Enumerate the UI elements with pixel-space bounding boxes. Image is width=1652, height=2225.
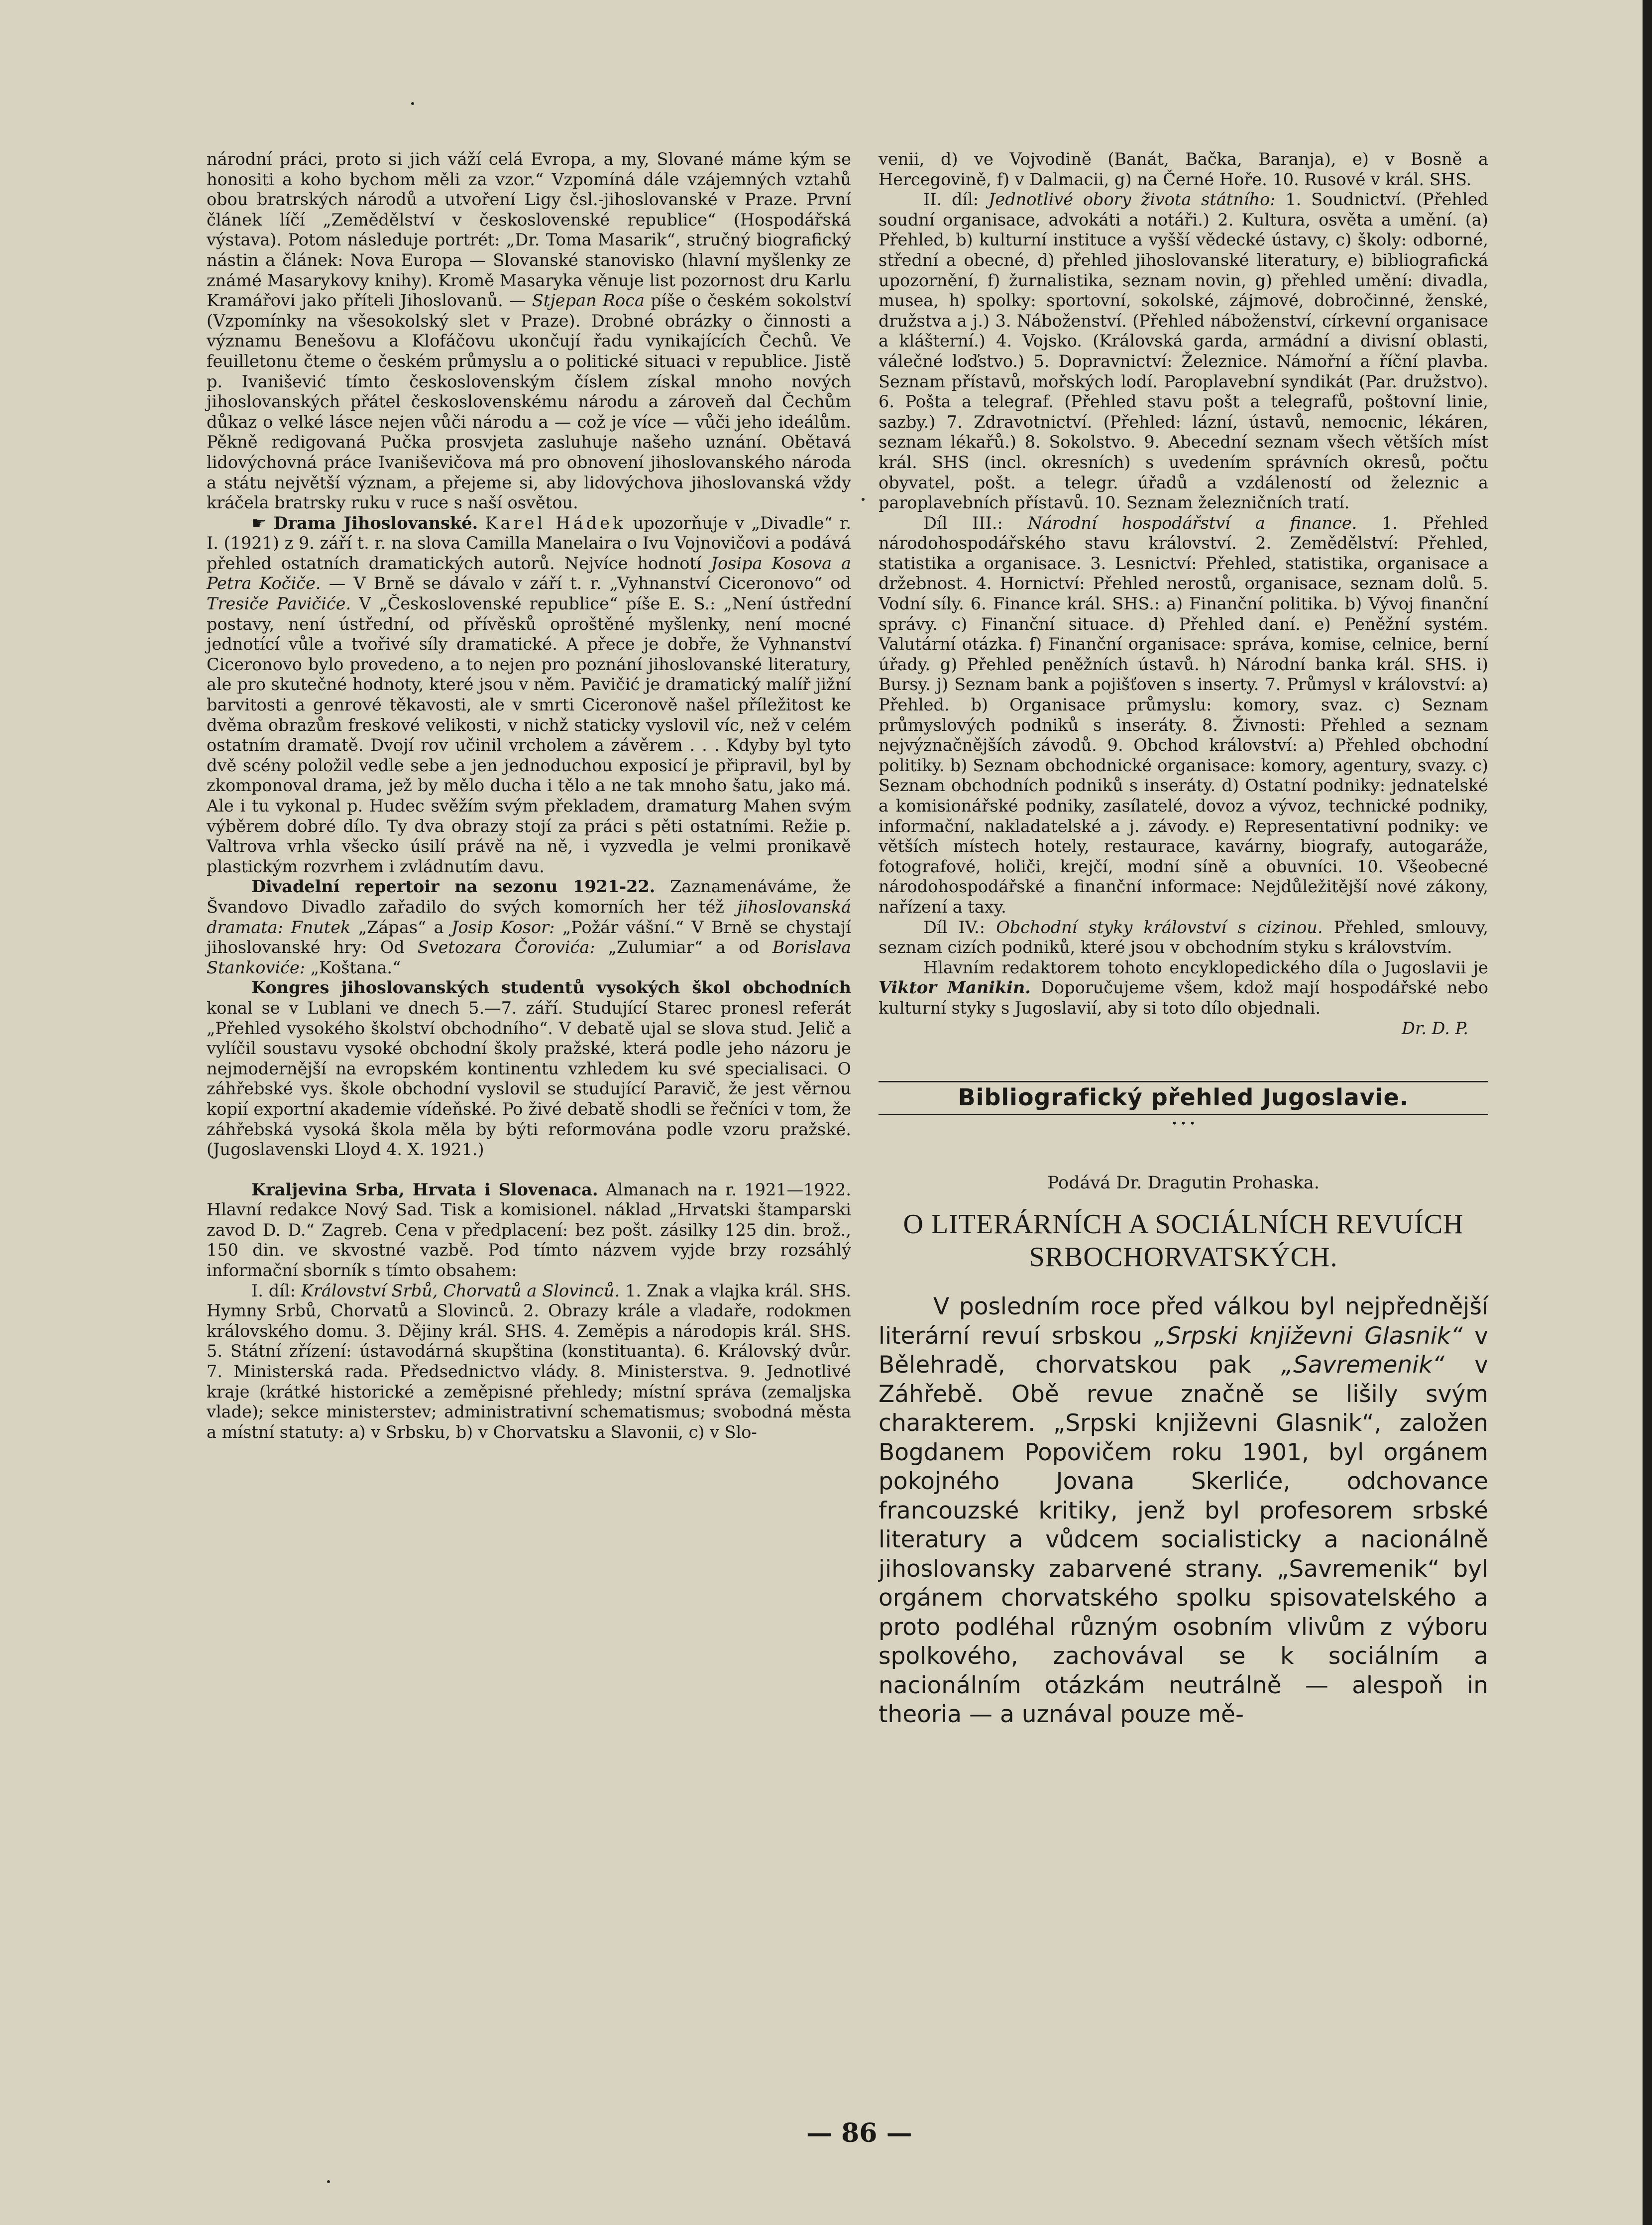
- article-body: [879, 1292, 1488, 1730]
- section-ornament: • • •: [1171, 1117, 1196, 1129]
- page-number: — 86 —: [806, 2118, 912, 2148]
- kongres-heading: Kongres jihoslovanských studentů vysokých škol obchodních: [251, 978, 851, 998]
- article-title: O LITERÁRNÍCH A SOCIÁLNÍCH REVUÍCH SRBOCHORVATSKÝCH.: [903, 1209, 1464, 1273]
- part3-paragraph: Díl III.: Národní hospodářství a finance. 1. Přehled národohospodářského stavu království. 2. Zemědělství: Přehled, statistika a organisace. 3. Lesnictví: Přehled, statistika, organisace a držebnost. 4. Hornictví: Přehled nerostů, organisace, seznam dolů. 5. Vodní síly. 6. Finance král. SHS.: a) Finanční politika. b) Vývoj finanční správy. c) Finanční situace. d) Přehled daní. e) Peněžní systém. Valutární otázka. f) Finanční organisace: správa, komise, celnice, berní úřady. g) Přehled peněžních ústavů. h) Národní banka král. SHS. i) Bursy. j) Seznam bank a pojišťoven s inserty. 7. Průmysl v království: a) Přehled. b) Organisace průmyslu: komory, svaz. c) Seznam průmyslových podniků s inseráty. 8. Živnosti: Přehled a seznam nejvýznačnějších závodů. 9. Obchod království: a) Přehled obchodní politiky. b) Seznam obchodnické organisace: komory, agentury, svazy. c) Seznam obchodních podniků s inseráty. d) Ostatní podniky: jednatelské a komisionářské podniky, zasílatelé, dovoz a vývoz, technické podniky, informační, nakladatelské a j. závody. e) Representativní podniky: ve větších místech hotely, restaurace, kavárny, biografy, autogaráže, fotografové, holiči, krejčí, modní síně a obuvníci. 10. Všeobecné národohospodářské a finanční informace: Nejdůležitější nové zákony, nařízení a taxy.: [879, 513, 1488, 917]
- intro-paragraph: národní práci, proto si jich váží celá Evropa, a my, Slované máme kým se honositi a koho bychom měli za vzor.“ Vzpomíná dále vzájemných vztahů obou bratrských národů a utvoření Ligy čsl.-jihoslovanské v Praze. První článek líčí „Zemědělství v československé republice“ (Hospodářská výstava). Potom následuje portrét: „Dr. Toma Masarik“, stručný biografický nástin a článek: Nova Europa — Slovanské stanovisko (hlavní myšlenky ze známé Masarykovy knihy). Kromě Masaryka věnuje list pozornost dru Karlu Kramářovi jako příteli Jihoslovanů. — Stjepan Roca píše o českém sokolství (Vzpomínky na všesokolský slet v Praze). Drobné obrázky o činnosti a významu Benešovu a Klofáčovu ukončují řadu vynikajících Čechů. Ve feuilletonu čteme o českém průmyslu a o politické situaci v republice. Jistě p. Ivanišević tímto československým číslem získal mnoho nových jihoslovanských přátel československému národu a zároveň dal Čechům důkaz o velké lásce nejen vůči národu a — což je více — vůči jeho ideálům. Pěkně redigovaná Pučka prosvjeta zasluhuje našeho uznání. Obětavá lidovýchovná práce Ivaniševičova má pro obnovení jihoslovanského národa a státu největší význam, a přejeme si, aby lidovýchova jihoslovanská vždy kráčela bratrsky ruku v ruce s naší osvětou.: [207, 149, 851, 513]
- article-byline: Podává Dr. Dragutin Prohaska.: [1047, 1172, 1320, 1193]
- continued-paragraph: venii, d) ve Vojvodině (Banát, Bačka, Baranja), e) v Bosně a Hercegovině, f) v Dalmacii, g) na Černé Hoře. 10. Rusové v král. SHS.: [879, 149, 1488, 189]
- speck-mark: [327, 2180, 330, 2183]
- binding-edge: [1643, 0, 1652, 2225]
- editor-name: Viktor Manikin.: [879, 978, 1031, 998]
- repertoir-paragraph: Divadelní repertoir na sezonu 1921-22. Zaznamenáváme, že Švandovo Divadlo zařadilo do svých komorních her též jihoslovanská dramata: Fnutek „Zápas“ a Josip Kosor: „Požár vášní.“ V Brně se chystají jihoslovanské hry: Od Svetozara Čorovića: „Zulumiar“ a od Borislava Stankoviće: „Koštana.“: [207, 877, 851, 977]
- signature: Dr. D. P.: [1402, 1018, 1468, 1038]
- kongres-paragraph: Kongres jihoslovanských studentů vysokých škol obchodních konal se v Lublani ve dnech 5.—7. září. Studující Starec pronesl referát „Přehled vysokého školství obchodního“. V debatě ujal se slova stud. Jelič a vylíčil soustavu vysoké obchodní školy pražské, která podle jeho názoru je nejmodernější na evropském kontinentu vzhledem ku své specialisaci. O záhřebské vys. škole obchodní vyslovil se studující Paravič, že jest věrnou kopií exportní akademie vídeňské. Po živé debatě shodli se řečníci v tom, že záhřebská vysoká škola měla by býti reformována podle vzoru pražské. (Jugoslavenski Lloyd 4. X. 1921.): [207, 978, 851, 1160]
- spacer: [207, 1160, 851, 1180]
- editor-paragraph: Hlavním redaktorem tohoto encyklopedického díla o Jugoslavii je Viktor Manikin. Doporučujeme všem, kdož mají hospodářské nebo kulturní styky s Jugoslavií, aby si toto dílo objednali.: [879, 957, 1488, 1018]
- right-column: [879, 149, 1488, 1730]
- drama-paragraph: ☛ Drama Jihoslovanské. Karel Hádek upozorňuje v „Divadle“ r. I. (1921) z 9. září t. r. na slova Camilla Manelaira o Ivu Vojnovičovi a podává přehled ostatních dramatických autorů. Nejvíce hodnotí Josipa Kosova a Petra Kočiče. — V Brně se dávalo v září t. r. „Vyhnanství Ciceronovo“ od Tresiče Pavičiće. V „Československé republice“ píše E. S.: „Není ústřední postavy, není ústřední, od přívěsků oproštěné myšlenky, není mocné jednotící vůle a tvořivé síly dramatické. A přece je dobře, že Vyhnanství Ciceronovo bylo provedeno, a to nejen pro poznání jihoslovanské literatury, ale pro skutečné hodnoty, které jsou v něm. Pavičić je dramatický malíř jižní barvitosti a genrové těkavosti, ale v smrti Ciceronově našel příležitost ke dvěma obrazům freskové velikosti, v nichž staticky vyslovil víc, než v celém ostatním dramatě. Dvojí rov učinil vrcholem a závěrem . . . Kdyby byl tyto dvě scény položil vedle sebe a jen jednoduchou exposicí je připravil, byl by zkomponoval drama, jež by mělo ducha i tělo a ne tak mnoho šatu, jako má. Ale i tu vykonal p. Hudec svěžím svým překladem, dramaturg Mahen svým výběrem dobré dílo. Ty dva obrazy stojí za práci s pěti ostatními. Režie p. Valtrova vrhla všecko úsilí právě na ně, i vyzvedla je velmi pronikavě plastickým rozvrhem i zvládnutím davu.: [207, 513, 852, 876]
- speck-mark: [411, 102, 414, 105]
- drama-heading: Drama Jihoslovanské.: [273, 513, 478, 533]
- part4-paragraph: Díl IV.: Obchodní styky království s cizinou. Přehled, smlouvy, seznam cizích podniků, které jsou v obchodním styku s královstvím.: [879, 917, 1488, 957]
- part1-paragraph: I. díl: Království Srbů, Chorvatů a Slovinců. 1. Znak a vlajka král. SHS. Hymny Srbů, Chorvatů a Slovinců. 2. Obrazy krále a vladaře, rodokmen královského domu. 3. Dějiny král. SHS. 4. Zeměpis a národopis král. SHS. 5. Státní zřízení: ústavodárná skupština (konstituanta). 6. Královský dvůr. 7. Ministerská rada. Předsednictvo vlády. 8. Ministerstva. 9. Jednotlivé kraje (krátké historické a zeměpisné přehledy; místní správa (zemaljska vlade); sekce ministerstev; administrativní schematismus; svobodná města a místní statuty: a) v Srbsku, b) v Chorvatsku a Slavonii, c) v Slo-: [207, 1281, 851, 1442]
- section-heading: Bibliografický přehled Jugoslavie.: [879, 1081, 1488, 1115]
- repertoir-heading: Divadelní repertoir na sezonu 1921-22.: [251, 877, 656, 897]
- kraljevina-heading: Kraljevina Srba, Hrvata i Slovenaca.: [251, 1179, 598, 1199]
- speck-mark: [862, 498, 865, 501]
- pointer-icon: ☛: [251, 513, 267, 533]
- left-column: [207, 149, 851, 1442]
- part2-paragraph: II. díl: Jednotlivé obory života státního: 1. Soudnictví. (Přehled soudní organisace, advokáti a notáři.) 2. Kultura, osvěta a umění. (a) Přehled, b) kulturní instituce a vyšší vědecké ústavy, c) školy: odborné, střední a obecné, d) přehled jihoslovanské literatury, e) bibliografická upozornění, f) žurnalistika, seznam novin, g) přehled umění: divadla, musea, h) spolky: sportovní, sokolské, zájmové, dobročinné, ženské, družstva a j.) 3. Náboženství. (Přehled náboženství, církevní organisace a klášterní.) 4. Vojsko. (Královská garda, armádní a divisní oblasti, válečné loďstvo.) 5. Dopravnictví: Železnice. Námořní a říční plavba. Seznam přístavů, mořských lodí. Paroplavební syndikát (Par. družstvo). 6. Pošta a telegraf. (Přehled stavu pošt a telegrafů, poštovní linie, sazby.) 7. Zdravotnictví. (Přehled: lázní, ústavů, nemocnic, lékáren, seznam lékařů.) 8. Sokolstvo. 9. Abecední seznam všech větších míst král. SHS (incl. okresních) s uvedením správních okresů, počtu obyvatel, pošt. a telegr. úřadů a vzdáleností od železnic a paroplavebních přístavů. 10. Seznam železničních tratí.: [879, 190, 1488, 513]
- article-paragraph: V posledním roce před válkou byl nejpřednější literární revuí srbskou „Srpski književni Glasnik“ v Bělehradě, chorvatskou pak „Savremenik“ v Záhřebě. Obě revue značně se lišily svým charakterem. „Srpski književni Glasnik“, založen Bogdanem Popovičem roku 1901, byl orgánem pokojného Jovana Skerliće, odchovance francouzské kritiky, jenž byl profesorem srbské literatury a vůdcem socialisticky a nacionálně jihoslovansky zabarvené strany. „Savremenik“ byl orgánem chorvatského spolku spisovatelského a proto podléhal různým osobním vlivům z výboru spolkového, zachovával se k sociálním a nacionálním otázkám neutrálně — alespoň in theoria — a uznával pouze mě-: [879, 1293, 1488, 1729]
- kraljevina-paragraph: Kraljevina Srba, Hrvata i Slovenaca. Almanach na r. 1921—1922. Hlavní redakce Nový Sad. Tisk a komisionel. náklad „Hrvatski štamparski zavod D. D.“ Zagreb. Cena v předplacení: bez pošt. zásilky 125 din. brož., 150 din. ve skvostné vazbě. Pod tímto názvem vyjde brzy rozsáhlý informační sborník s tímto obsahem:: [207, 1179, 851, 1281]
